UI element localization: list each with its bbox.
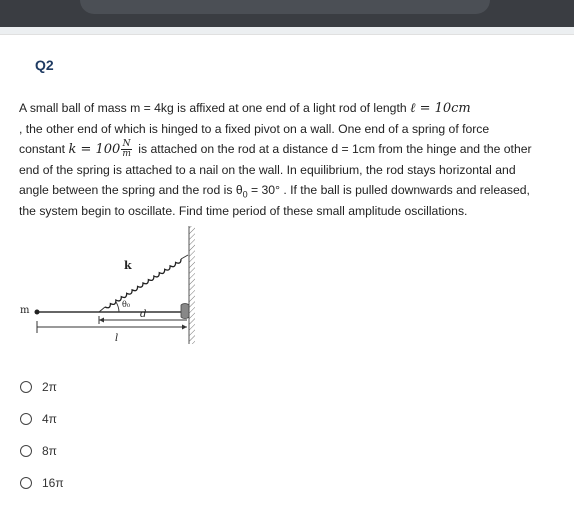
arrow-head-l xyxy=(182,325,187,330)
radio-button[interactable] xyxy=(20,477,32,489)
label-mass: m xyxy=(20,305,30,316)
label-angle: θ₀ xyxy=(122,300,131,309)
option-3[interactable] xyxy=(20,441,64,461)
label-distance: d xyxy=(140,309,147,320)
label-length: l xyxy=(115,333,119,344)
radio-button[interactable] xyxy=(20,381,32,393)
question-line-1: A small ball of mass m = 4kg is affixed at one end of a light rod of length ℓ = 10cm xyxy=(19,101,471,116)
radio-button[interactable] xyxy=(20,413,32,425)
label-spring: k xyxy=(124,259,132,272)
option-1[interactable] xyxy=(20,377,64,397)
spring-coil xyxy=(105,259,181,308)
option-label: 8π xyxy=(42,444,57,458)
top-bar xyxy=(0,0,574,27)
option-label: 2π xyxy=(42,380,57,394)
rod-length-math: ℓ = 10cm xyxy=(410,101,471,116)
ball xyxy=(35,310,40,315)
question-card xyxy=(0,34,574,513)
question-text xyxy=(19,98,572,222)
option-2[interactable] xyxy=(20,409,64,429)
physics-diagram xyxy=(15,221,200,346)
arrow-head-d xyxy=(99,318,104,323)
spring-constant-math: k = 100 xyxy=(68,142,121,158)
question-line-2: , the other end of which is hinged to a fixed pivot on a wall. One end of a spring of force xyxy=(19,121,490,136)
top-bar-tab xyxy=(80,0,490,14)
option-label: 4π xyxy=(42,412,57,426)
option-label: 16π xyxy=(42,476,64,490)
option-4[interactable] xyxy=(20,473,64,493)
question-line-4: end of the spring is attached to a nail on the wall. In equilibrium, the rod stays horizontal and xyxy=(19,162,516,177)
question-number: Q2 xyxy=(35,57,54,73)
question-line-5: angle between the spring and the rod is $\theta_0 = 30^\circ$ . If the ball is pulled downwards and released, xyxy=(19,183,530,200)
question-line-6: the system begin to oscillate. Find time period of these small amplitude oscillations. xyxy=(19,203,468,218)
radio-button[interactable] xyxy=(20,445,32,457)
hinge xyxy=(181,303,189,318)
answer-options xyxy=(20,377,64,505)
spring-end xyxy=(181,255,188,259)
unit-fraction: $\frac{N}{m}$ xyxy=(122,139,131,160)
angle-arc xyxy=(116,302,119,312)
wall xyxy=(189,226,195,344)
spring-start xyxy=(99,307,105,312)
question-line-3: constant k = 100 $\frac{N}{m}$ is attached on the rod at a distance d = 1cm from the hinge and the other xyxy=(19,139,532,160)
